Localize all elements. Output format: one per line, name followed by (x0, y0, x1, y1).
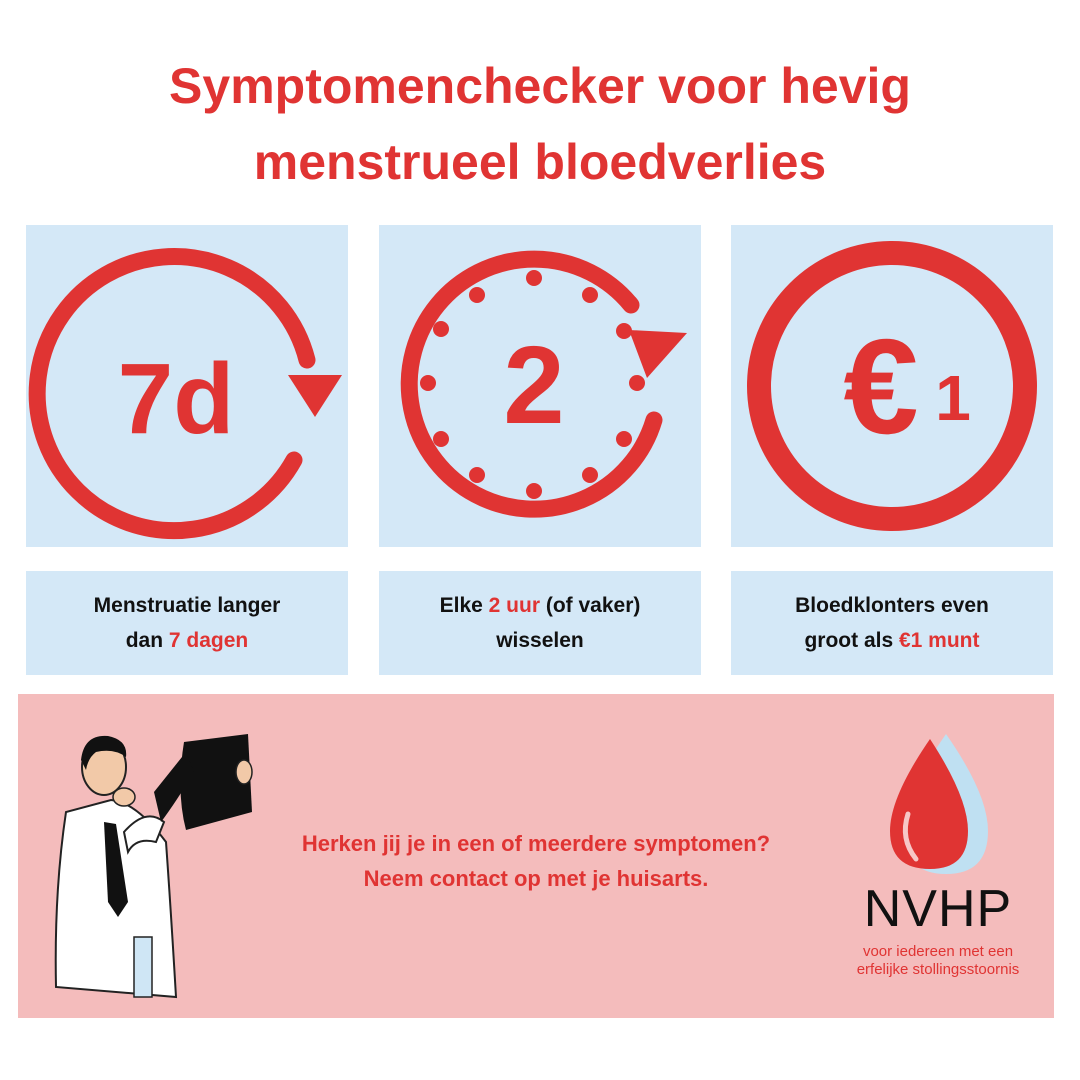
caption-highlight: 2 uur (488, 594, 540, 617)
caption-text: Menstruatie langer (93, 594, 281, 617)
coin-value: 1 (935, 362, 971, 434)
caption-text: (of vaker) (540, 594, 641, 617)
page-title (0, 48, 1080, 200)
symptom-caption-clot-size (731, 571, 1053, 675)
call-to-action-text: Herken jij je in een of meerdere symptomen? Neem contact op met je huisarts. (301, 831, 771, 891)
icon-label-2: 2 (503, 324, 565, 447)
clock-cycle-icon (379, 225, 701, 547)
doctor-illustration (36, 712, 266, 1002)
logo-name: NVHP (863, 880, 1013, 938)
symptom-caption-duration (26, 571, 348, 675)
euro-coin-icon (731, 225, 1053, 547)
caption-text: Bloedklonters even (795, 594, 989, 617)
caption-highlight: 7 dagen (168, 629, 249, 652)
caption-text: Elke (439, 594, 489, 617)
caption-text: groot als (804, 629, 899, 652)
logo-tagline-line-1: voor iedereen met een (862, 943, 1014, 960)
caption-highlight: €1 munt (898, 629, 980, 652)
euro-symbol: € (843, 311, 919, 462)
call-to-action-banner (18, 694, 1054, 1018)
symptom-caption-frequency (379, 571, 701, 675)
tile-clot-size (731, 225, 1053, 547)
calendar-cycle-icon (26, 225, 348, 547)
logo-tagline (838, 943, 1038, 979)
tile-frequency (379, 225, 701, 547)
title-line-1: Symptomenchecker voor hevig (169, 58, 911, 114)
caption-text: wisselen (496, 629, 584, 652)
nvhp-logo (838, 719, 1038, 1009)
caption-text: dan (125, 629, 169, 652)
tile-duration (26, 225, 348, 547)
icon-label-7d: 7d (117, 343, 235, 455)
title-line-2: menstrueel bloedverlies (253, 134, 827, 190)
logo-tagline-line-2: erfelijke stollingsstoornis (856, 961, 1020, 978)
blood-drop-icon (838, 719, 1038, 879)
